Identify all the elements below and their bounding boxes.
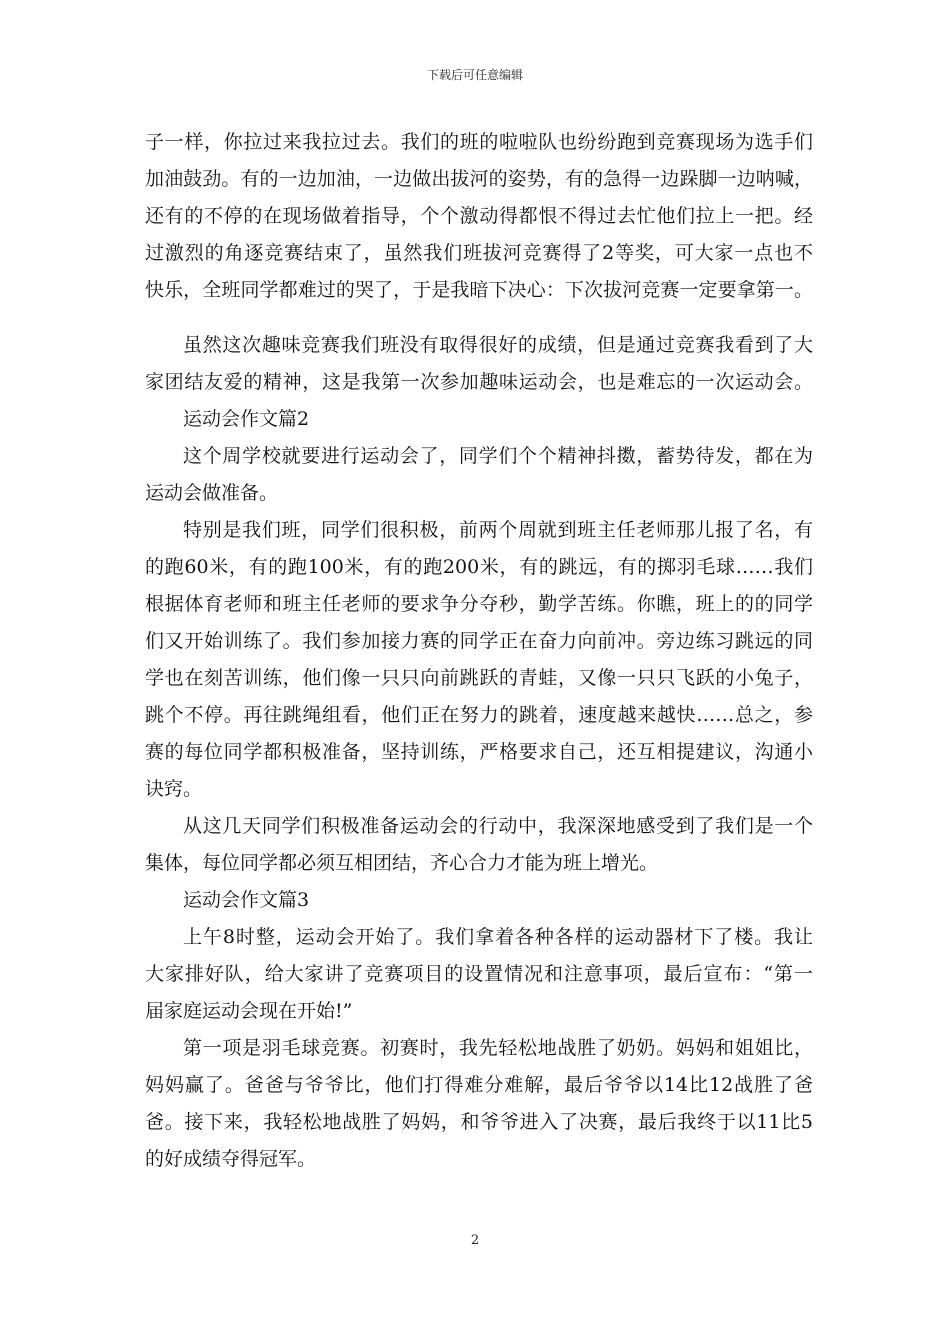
text-line: 加油鼓劲。有的一边加油，一边做出拔河的姿势，有的急得一边跺脚一边呐喊， bbox=[145, 168, 813, 190]
text-line: 爸。接下来，我轻松地战胜了妈妈，和爷爷进入了决赛，最后我终于以11比5 bbox=[145, 1111, 813, 1133]
paragraph bbox=[145, 512, 813, 808]
section-heading bbox=[145, 401, 813, 438]
paragraph-gap bbox=[145, 309, 813, 327]
paragraph bbox=[145, 327, 813, 401]
text-line: 过激烈的角逐竞赛结束了，虽然我们班拔河竞赛得了2等奖，可大家一点也不 bbox=[145, 242, 813, 264]
text-line: 从这几天同学们积极准备运动会的行动中，我深深地感受到了我们是一个 bbox=[183, 815, 813, 837]
text-line: 运动会做准备。 bbox=[145, 482, 279, 504]
paragraph bbox=[145, 1030, 813, 1178]
text-line: 还有的不停的在现场做着指导，个个激动得都恨不得过去忙他们拉上一把。经 bbox=[145, 205, 813, 227]
paragraph bbox=[145, 919, 813, 1030]
heading-text: 运动会作文篇2 bbox=[183, 408, 310, 430]
text-line: 大家排好队，给大家讲了竞赛项目的设置情况和注意事项，最后宣布：“第一 bbox=[145, 963, 813, 985]
text-line: 届家庭运动会现在开始!” bbox=[145, 1000, 353, 1022]
text-line: 妈妈赢了。爸爸与爷爷比，他们打得难分难解，最后爷爷以14比12战胜了爸 bbox=[145, 1074, 813, 1096]
section-heading bbox=[145, 882, 813, 919]
paragraph bbox=[145, 124, 813, 309]
text-line: 赛的每位同学都积极准备，坚持训练，严格要求自己，还互相提建议，沟通小 bbox=[145, 741, 813, 763]
heading-text: 运动会作文篇3 bbox=[183, 889, 310, 911]
text-line: 跳个不停。再往跳绳组看，他们正在努力的跳着，速度越来越快……总之，参 bbox=[145, 704, 813, 726]
text-line: 上午8时整，运动会开始了。我们拿着各种各样的运动器材下了楼。我让 bbox=[183, 926, 813, 948]
text-line: 子一样，你拉过来我拉过去。我们的班的啦啦队也纷纷跑到竞赛现场为选手们 bbox=[145, 131, 813, 153]
page-header: 下载后可任意编辑 bbox=[426, 68, 523, 82]
text-line: 特别是我们班，同学们很积极，前两个周就到班主任老师那儿报了名，有 bbox=[183, 519, 813, 541]
text-line: 根据体育老师和班主任老师的要求争分夺秒，勤学苦练。你瞧，班上的的同学 bbox=[145, 593, 813, 615]
text-line: 集体，每位同学都必须互相团结，齐心合力才能为班上增光。 bbox=[145, 852, 659, 874]
text-line: 们又开始训练了。我们参加接力赛的同学正在奋力向前冲。旁边练习跳远的同 bbox=[145, 630, 813, 652]
paragraph bbox=[145, 438, 813, 512]
text-line: 学也在刻苦训练，他们像一只只向前跳跃的青蛙，又像一只只飞跃的小兔子， bbox=[145, 667, 813, 689]
document-body bbox=[145, 124, 813, 1178]
text-line: 的好成绩夺得冠军。 bbox=[145, 1148, 317, 1170]
text-line: 这个周学校就要进行运动会了，同学们个个精神抖擞，蓄势待发，都在为 bbox=[183, 445, 813, 467]
text-line: 快乐，全班同学都难过的哭了，于是我暗下决心：下次拔河竞赛一定要拿第一。 bbox=[145, 279, 813, 301]
text-line: 虽然这次趣味竞赛我们班没有取得很好的成绩，但是通过竞赛我看到了大 bbox=[183, 334, 813, 356]
paragraph bbox=[145, 808, 813, 882]
text-line: 诀窍。 bbox=[145, 778, 203, 800]
text-line: 家团结友爱的精神，这是我第一次参加趣味运动会，也是难忘的一次运动会。 bbox=[145, 371, 813, 393]
text-line: 的跑60米，有的跑100米，有的跑200米，有的跳远，有的掷羽毛球……我们 bbox=[145, 556, 813, 578]
text-line: 第一项是羽毛球竞赛。初赛时，我先轻松地战胜了奶奶。妈妈和姐姐比， bbox=[183, 1037, 813, 1059]
page-number: 2 bbox=[470, 1233, 480, 1248]
